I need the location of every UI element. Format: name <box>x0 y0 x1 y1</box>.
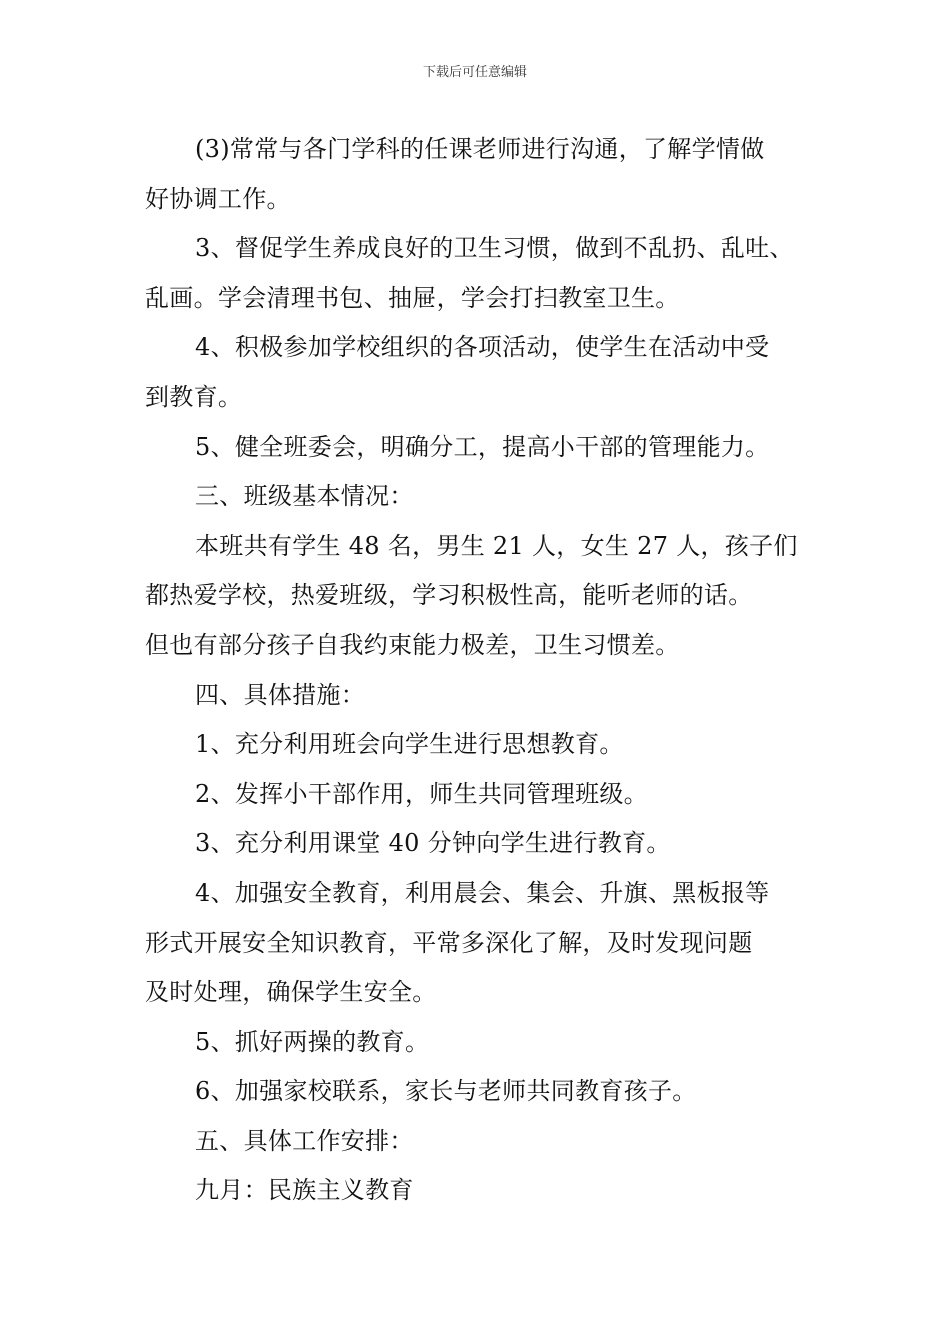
paragraph-line: 2、发挥小干部作用，师生共同管理班级。 <box>195 779 648 808</box>
paragraph-line: 3、督促学生养成良好的卫生习惯，做到不乱扔、乱吐、 <box>195 234 794 263</box>
paragraph-line: 5、抓好两操的教育。 <box>195 1027 430 1056</box>
paragraph-line: 本班共有学生 48 名，男生 21 人，女生 27 人，孩子们 <box>195 531 798 560</box>
paragraph-line: 九月：民族主义教育 <box>195 1176 414 1205</box>
paragraph-line: 到教育。 <box>145 382 243 411</box>
paragraph-line: 好协调工作。 <box>145 184 291 213</box>
paragraph-line: 3、充分利用课堂 40 分钟向学生进行教育。 <box>195 829 671 858</box>
paragraph-line: 5、健全班委会，明确分工，提高小干部的管理能力。 <box>195 432 770 461</box>
section-heading: 三、班级基本情况： <box>195 482 414 511</box>
document-body <box>145 125 835 1216</box>
paragraph-line: 及时处理，确保学生安全。 <box>145 978 437 1007</box>
paragraph-line: 6、加强家校联系，家长与老师共同教育孩子。 <box>195 1077 697 1106</box>
paragraph-line: 都热爱学校，热爱班级，学习积极性高，能听老师的话。 <box>145 581 753 610</box>
paragraph-line: 形式开展安全知识教育，平常多深化了解，及时发现问题 <box>145 928 753 957</box>
section-heading: 五、具体工作安排： <box>195 1126 414 1155</box>
paragraph-line: (3)常常与各门学科的任课老师进行沟通，了解学情做 <box>195 135 765 163</box>
paragraph-line: 4、积极参加学校组织的各项活动，使学生在活动中受 <box>195 333 770 362</box>
page-header: 下载后可任意编辑 <box>422 65 527 80</box>
paragraph-line: 乱画。学会清理书包、抽屉，学会打扫教室卫生。 <box>145 283 680 312</box>
paragraph-line: 但也有部分孩子自我约束能力极差，卫生习惯差。 <box>145 630 680 659</box>
section-heading: 四、具体措施： <box>195 680 366 709</box>
paragraph-line: 4、加强安全教育，利用晨会、集会、升旗、黑板报等 <box>195 878 770 907</box>
paragraph-line: 1、充分利用班会向学生进行思想教育。 <box>195 730 624 759</box>
